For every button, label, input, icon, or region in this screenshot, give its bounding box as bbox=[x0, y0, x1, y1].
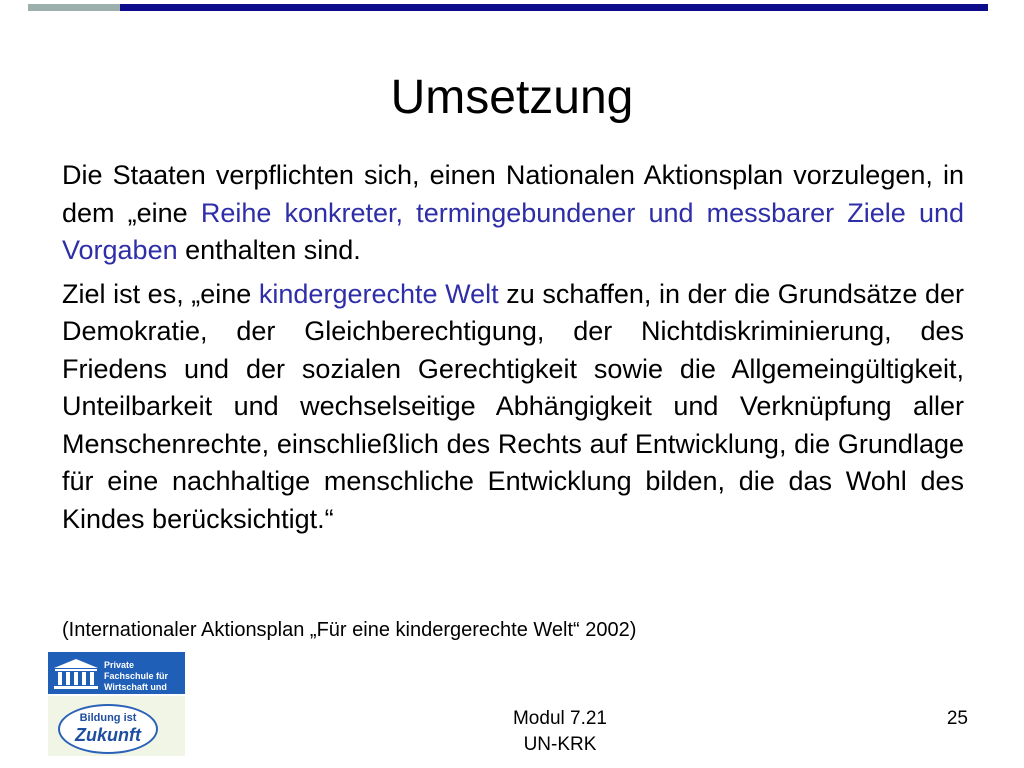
paragraph-1 bbox=[62, 157, 964, 270]
paragraph-1-highlight: Reihe konkreter, termingebundener und messbarer Ziele und Vorgaben bbox=[62, 197, 964, 265]
logo-slogan-oval bbox=[58, 704, 158, 754]
top-bar-main-segment bbox=[120, 4, 988, 11]
top-bar-accent-segment bbox=[28, 4, 120, 11]
slide-title: Umsetzung bbox=[390, 71, 634, 124]
paragraph-1-text-end: enthalten sind. bbox=[177, 235, 361, 265]
page-number: 25 bbox=[946, 708, 968, 729]
paragraph-2-text-end: zu schaffen, in der die Grundsätze der Demokratie, der Gleichberechtigung, der Nichtdiskriminierung, des Friedens und der sozialen Gerechtigkeit sowie die Allgemeingültigkeit, Unteilbarkeit und wechselseitige Abhängigkeit und Verknüpfung aller Menschenrechte, einschließlich des Rechts auf Entwicklung, die Grundlage für eine nachhaltige menschliche Entwicklung bilden, die das Wohl des Kindes berücksichtigt.“ bbox=[62, 278, 964, 534]
slide-body bbox=[62, 157, 964, 544]
building-icon bbox=[52, 658, 100, 690]
paragraph-2 bbox=[62, 276, 964, 539]
paragraph-1-text-start: Die Staaten verpflichten sich, einen Nationalen Aktionsplan vorzulegen, in dem „eine bbox=[62, 160, 964, 228]
footer-subtitle: UN-KRK bbox=[523, 734, 597, 755]
logo-slogan-line-1: Bildung ist bbox=[79, 712, 137, 724]
paragraph-2-highlight: kindergerechte Welt bbox=[258, 278, 499, 309]
citation: (Internationaler Aktionsplan „Für eine kindergerechte Welt“ 2002) bbox=[62, 619, 637, 641]
footer-module bbox=[460, 706, 660, 758]
logo-line-2: Wirtschaft und bbox=[104, 682, 167, 692]
footer-module-label: Modul 7.21 bbox=[512, 708, 607, 729]
school-logo bbox=[46, 650, 187, 758]
logo-band bbox=[48, 652, 185, 694]
logo-line-1: Private Fachschule für bbox=[104, 660, 169, 681]
logo-slogan-line-2: Zukunft bbox=[75, 725, 141, 745]
top-accent-bar bbox=[28, 4, 988, 11]
paragraph-2-text-start: Ziel ist es, „eine bbox=[62, 278, 259, 309]
